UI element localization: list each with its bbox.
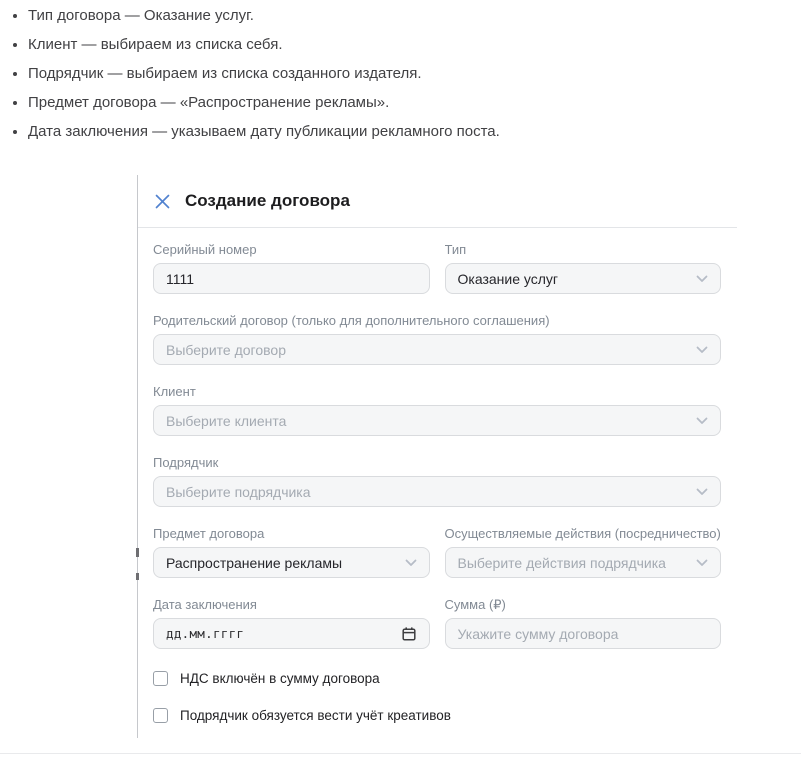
type-select[interactable] — [445, 263, 722, 294]
left-border-artifact — [136, 548, 139, 557]
list-item: • Тип договора — Оказание услуг. — [28, 8, 801, 24]
instruction-list — [0, 0, 801, 140]
date-input-value: дд.мм.гггг — [166, 626, 245, 641]
type-field — [445, 242, 722, 294]
contractor-field — [153, 455, 721, 507]
type-select-value: Оказание услуг — [457, 270, 559, 287]
chevron-down-icon — [696, 346, 708, 354]
serial-number-field — [153, 242, 430, 294]
serial-number-input[interactable] — [153, 263, 430, 294]
modal-title: Создание договора — [185, 191, 350, 210]
actions-select[interactable] — [445, 547, 722, 578]
serial-number-label: Серийный номер — [153, 242, 257, 257]
create-contract-modal — [137, 175, 737, 738]
client-label: Клиент — [153, 384, 196, 399]
date-field — [153, 597, 430, 649]
creatives-checkbox[interactable] — [153, 708, 168, 723]
client-field — [153, 384, 721, 436]
subject-select-value: Распространение рекламы — [166, 554, 343, 571]
type-label: Тип — [444, 242, 467, 257]
amount-label: Сумма (₽) — [444, 597, 506, 612]
modal-body — [138, 228, 737, 738]
chevron-down-icon — [696, 417, 708, 425]
vat-checkbox[interactable] — [153, 671, 168, 686]
actions-field — [445, 526, 722, 578]
chevron-down-icon — [696, 559, 708, 567]
client-select[interactable] — [153, 405, 721, 436]
vat-checkbox-label: НДС включён в сумму договора — [180, 671, 380, 686]
chevron-down-icon — [696, 275, 708, 283]
subject-label: Предмет договора — [153, 526, 265, 541]
amount-input[interactable] — [445, 618, 722, 649]
left-border-artifact — [136, 573, 139, 580]
x-icon — [154, 193, 171, 210]
chevron-down-icon — [405, 559, 417, 567]
client-placeholder: Выберите клиента — [166, 412, 287, 429]
parent-contract-placeholder: Выберите договор — [166, 341, 286, 358]
calendar-picker-button[interactable] — [401, 626, 417, 642]
parent-contract-select[interactable] — [153, 334, 721, 365]
list-item: • Предмет договора — «Распространение рекламы». — [28, 95, 801, 111]
close-button[interactable] — [153, 192, 171, 210]
subject-select[interactable] — [153, 547, 430, 578]
contractor-select[interactable] — [153, 476, 721, 507]
subject-field — [153, 526, 430, 578]
contractor-placeholder: Выберите подрядчика — [166, 483, 311, 500]
parent-contract-field — [153, 313, 721, 365]
date-input[interactable] — [153, 618, 430, 649]
actions-placeholder: Выберите действия подрядчика — [457, 554, 666, 571]
list-item: • Дата заключения — указываем дату публикации рекламного поста. — [28, 124, 801, 140]
page-bottom-divider — [0, 753, 801, 754]
modal-header — [138, 175, 737, 228]
chevron-down-icon — [696, 488, 708, 496]
creatives-checkbox-label: Подрядчик обязуется вести учёт креативов — [180, 708, 451, 723]
contractor-label: Подрядчик — [153, 455, 219, 470]
calendar-icon — [401, 626, 417, 642]
amount-field — [445, 597, 722, 649]
creatives-checkbox-row[interactable] — [153, 708, 721, 723]
parent-contract-label: Родительский договор (только для дополнительного соглашения) — [153, 313, 550, 328]
list-item: • Подрядчик — выбираем из списка созданного издателя. — [28, 66, 801, 82]
vat-checkbox-row[interactable] — [153, 671, 721, 686]
actions-label: Осуществляемые действия (посредничество) — [444, 526, 721, 541]
date-label: Дата заключения — [153, 597, 257, 612]
list-item: • Клиент — выбираем из списка себя. — [28, 37, 801, 53]
